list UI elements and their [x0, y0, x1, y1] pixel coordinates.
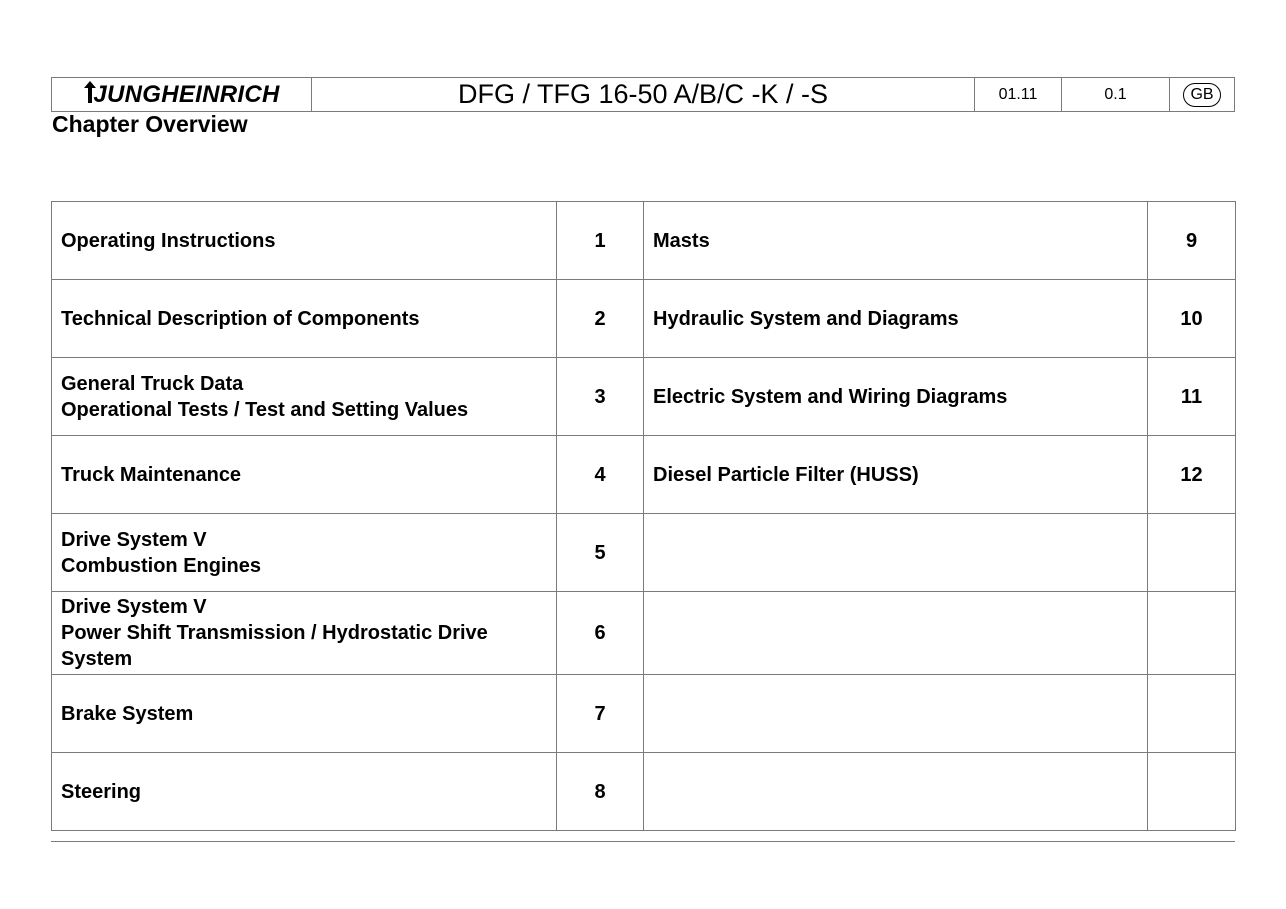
- brand-logo: [83, 81, 279, 109]
- brand-cell: [52, 78, 312, 111]
- right-chapter-title: [644, 358, 1148, 436]
- table-row: [52, 514, 1236, 592]
- right-chapter-title: [644, 436, 1148, 514]
- table-row: [52, 280, 1236, 358]
- chapter-title-line: Diesel Particle Filter (HUSS): [653, 463, 919, 486]
- table-row: [52, 358, 1236, 436]
- language-cell: [1170, 78, 1234, 111]
- right-chapter-title: [644, 753, 1148, 831]
- left-chapter-title: [52, 753, 557, 831]
- table-row: [52, 592, 1236, 675]
- left-chapter-title: [52, 358, 557, 436]
- chapter-title-line: Steering: [61, 780, 142, 803]
- right-chapter-number: 10: [1148, 280, 1236, 358]
- bottom-rule: [51, 841, 1235, 842]
- left-chapter-title: [52, 514, 557, 592]
- left-chapter-title: [52, 675, 557, 753]
- left-chapter-title: [52, 202, 557, 280]
- chapter-title-line: Hydraulic System and Diagrams: [653, 307, 959, 330]
- chapter-title-line: Operating Instructions: [61, 229, 276, 252]
- language-badge: GB: [1183, 83, 1220, 107]
- chapter-title-line: General Truck Data: [61, 372, 244, 395]
- table-row: [52, 675, 1236, 753]
- left-chapter-number: 7: [557, 675, 644, 753]
- chapter-title-line: Power Shift Transmission / Hydrostatic Drive: [61, 622, 488, 644]
- right-chapter-number: 12: [1148, 436, 1236, 514]
- right-chapter-title: [644, 514, 1148, 592]
- left-chapter-title: [52, 592, 557, 675]
- page-title: Chapter Overview: [52, 111, 248, 137]
- table-row: [52, 753, 1236, 831]
- chapter-title-line: Drive System V: [61, 596, 207, 618]
- right-chapter-number: [1148, 514, 1236, 592]
- right-chapter-title: [644, 280, 1148, 358]
- left-chapter-number: 1: [557, 202, 644, 280]
- left-chapter-number: 3: [557, 358, 644, 436]
- chapter-title-line: Masts: [653, 229, 710, 252]
- document-header: [51, 77, 1235, 112]
- right-chapter-number: [1148, 753, 1236, 831]
- chapter-title-line: Truck Maintenance: [61, 463, 242, 486]
- brand-name: JUNGHEINRICH: [93, 80, 280, 108]
- chapter-title-line: Technical Description of Components: [61, 307, 420, 330]
- chapter-title-line: System: [61, 648, 133, 670]
- right-chapter-title: [644, 202, 1148, 280]
- right-chapter-number: [1148, 675, 1236, 753]
- right-chapter-title: [644, 592, 1148, 675]
- chapter-title-line: Combustion Engines: [61, 554, 261, 577]
- right-chapter-title: [644, 675, 1148, 753]
- left-chapter-number: 6: [557, 592, 644, 675]
- right-chapter-number: [1148, 592, 1236, 675]
- document-title: DFG / TFG 16-50 A/B/C -K / -S: [312, 78, 975, 111]
- document-date: 01.11: [975, 78, 1062, 111]
- table-row: [52, 436, 1236, 514]
- left-chapter-title: [52, 436, 557, 514]
- chapter-title-line: Brake System: [61, 702, 194, 725]
- left-chapter-number: 4: [557, 436, 644, 514]
- left-chapter-number: 2: [557, 280, 644, 358]
- chapter-table: [51, 201, 1236, 831]
- right-chapter-number: 11: [1148, 358, 1236, 436]
- left-chapter-number: 8: [557, 753, 644, 831]
- chapter-title-line: Operational Tests / Test and Setting Values: [61, 398, 469, 421]
- left-chapter-number: 5: [557, 514, 644, 592]
- chapter-title-line: Electric System and Wiring Diagrams: [653, 385, 1008, 408]
- right-chapter-number: 9: [1148, 202, 1236, 280]
- document-version: 0.1: [1062, 78, 1170, 111]
- table-row: [52, 202, 1236, 280]
- left-chapter-title: [52, 280, 557, 358]
- chapter-title-line: Drive System V: [61, 528, 207, 551]
